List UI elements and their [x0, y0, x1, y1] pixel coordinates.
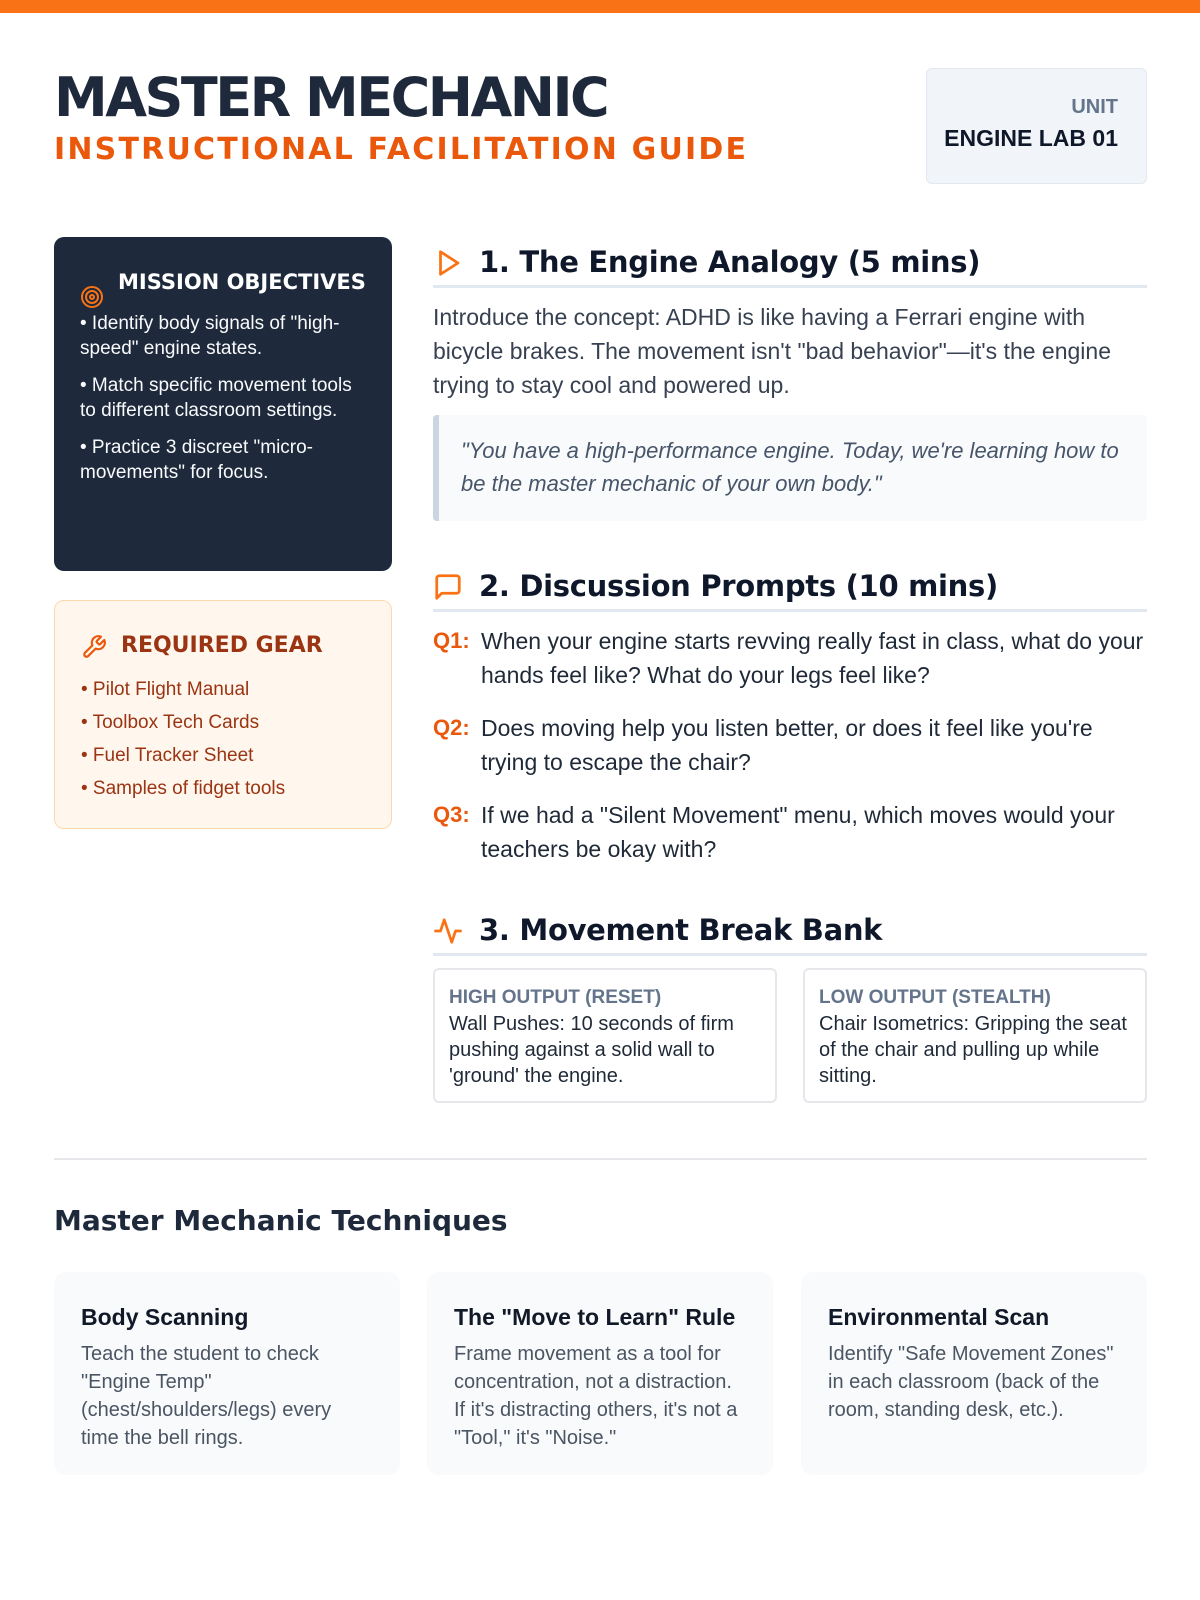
discussion-question — [433, 624, 1147, 692]
mission-objectives-card — [54, 237, 392, 571]
engine-analogy-quote: "You have a high-performance engine. Today, we're learning how to be the master mechanic of your own body." — [433, 415, 1147, 521]
objective-item: • Identify body signals of "high-speed" engine states. — [80, 313, 340, 359]
unit-value: ENGINE LAB 01 — [944, 125, 1118, 151]
technique-card-move-to-learn — [427, 1272, 773, 1475]
objectives-title: MISSION OBJECTIVES — [118, 270, 366, 294]
section-engine-analogy-header — [433, 236, 1147, 288]
movement-card-text: Chair Isometrics: Gripping the seat of the chair and pulling up while sitting. — [819, 1013, 1127, 1087]
movement-card-label: LOW OUTPUT (STEALTH) — [819, 987, 1051, 1008]
gear-list — [81, 673, 367, 805]
section-title: 2. Discussion Prompts (10 mins) — [479, 569, 998, 603]
required-gear-card — [54, 600, 392, 829]
chat-bubble-icon — [433, 572, 463, 602]
gear-title: REQUIRED GEAR — [121, 633, 323, 658]
gear-item: • Toolbox Tech Cards — [81, 712, 260, 733]
section-title: 1. The Engine Analogy (5 mins) — [479, 245, 981, 279]
target-icon — [80, 285, 104, 309]
movement-card-text: Wall Pushes: 10 seconds of firm pushing against a solid wall to 'ground' the engine. — [449, 1013, 734, 1087]
discussion-question — [433, 798, 1147, 866]
top-accent-bar — [0, 0, 1200, 13]
movement-card-label: HIGH OUTPUT (RESET) — [449, 987, 662, 1008]
section-discussion-header — [433, 560, 1147, 612]
discussion-question — [433, 711, 1147, 779]
technique-card-body-scanning — [54, 1272, 400, 1475]
question-text: If we had a "Silent Movement" menu, which moves would your teachers be okay with? — [481, 802, 1115, 862]
unit-badge — [926, 68, 1147, 184]
section-title: 3. Movement Break Bank — [479, 913, 883, 947]
page-title: MASTER MECHANIC — [54, 66, 608, 129]
objectives-list — [80, 311, 368, 485]
technique-title: Body Scanning — [81, 1304, 249, 1330]
objective-item: • Practice 3 discreet "micro-movements" for focus. — [80, 437, 314, 483]
question-text: Does moving help you listen better, or does it feel like you're trying to escape the chair? — [481, 715, 1093, 775]
gear-item: • Pilot Flight Manual — [81, 679, 250, 700]
technique-text: Frame movement as a tool for concentration, not a distraction. If it's distracting others, it's not a "Tool," it's "Noise." — [454, 1343, 738, 1449]
section-divider — [54, 1158, 1147, 1160]
question-label: Q2: — [433, 715, 470, 740]
play-icon — [433, 248, 463, 278]
question-label: Q1: — [433, 628, 470, 653]
question-text: When your engine starts revving really fast in class, what do your hands feel like? What do your legs feel like? — [481, 628, 1144, 688]
movement-card-low — [803, 968, 1147, 1103]
page-subtitle: INSTRUCTIONAL FACILITATION GUIDE — [54, 132, 749, 167]
objectives-header — [80, 265, 368, 299]
technique-title: Environmental Scan — [828, 1304, 1050, 1330]
section-movement-bank-header — [433, 904, 1147, 956]
technique-card-environmental-scan — [801, 1272, 1147, 1475]
pulse-icon — [433, 916, 463, 946]
wrench-icon — [81, 634, 107, 660]
gear-item: • Samples of fidget tools — [81, 778, 286, 799]
technique-text: Identify "Safe Movement Zones" in each classroom (back of the room, standing desk, etc.). — [828, 1343, 1114, 1421]
movement-card-high — [433, 968, 777, 1103]
engine-analogy-text: Introduce the concept: ADHD is like having a Ferrari engine with bicycle brakes. The movement isn't "bad behavior"—it's the engine trying to stay cool and powered up. — [433, 304, 1111, 398]
question-label: Q3: — [433, 802, 470, 827]
objective-item: • Match specific movement tools to different classroom settings. — [80, 375, 352, 421]
gear-item: • Fuel Tracker Sheet — [81, 745, 254, 766]
techniques-title: Master Mechanic Techniques — [54, 1204, 508, 1237]
technique-title: The "Move to Learn" Rule — [454, 1304, 736, 1330]
technique-text: Teach the student to check "Engine Temp" (chest/shoulders/legs) every time the bell rings. — [81, 1343, 332, 1449]
gear-header — [81, 631, 367, 661]
unit-label: UNIT — [1071, 96, 1118, 118]
